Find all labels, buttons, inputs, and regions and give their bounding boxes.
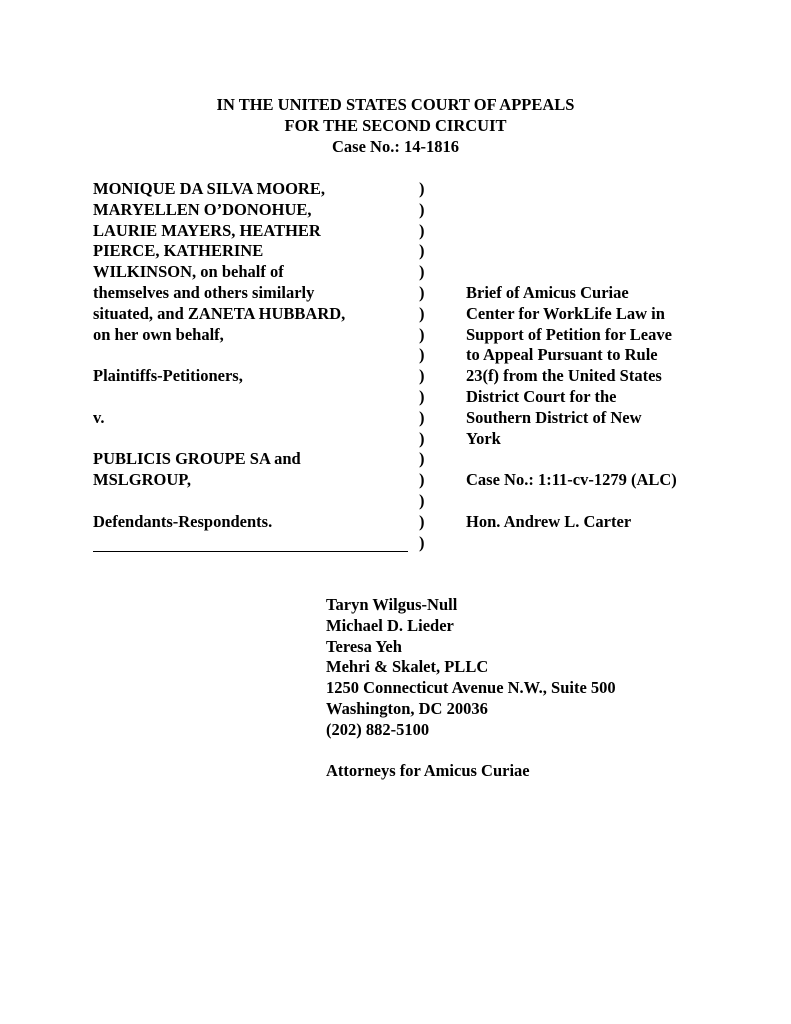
document-title-line: Support of Petition for Leave xyxy=(466,324,672,344)
plaintiffs-line: LAURIE MAYERS, HEATHER xyxy=(93,220,321,240)
firm-address-city: Washington, DC 20036 xyxy=(326,698,488,718)
caption-paren: ) xyxy=(419,490,425,510)
court-name-line-2: FOR THE SECOND CIRCUIT xyxy=(284,116,507,135)
blank-line xyxy=(326,741,726,762)
plaintiffs-line: MARYELLEN O’DONOHUE, xyxy=(93,199,312,219)
document-title-line: Center for WorkLife Law in xyxy=(466,303,665,323)
caption-paren: ) xyxy=(419,470,425,490)
blank-line xyxy=(93,429,413,450)
caption-paren: ) xyxy=(419,407,425,427)
plaintiffs-line: WILKINSON, on behalf of xyxy=(93,262,284,282)
plaintiffs-line: themselves and others similarly xyxy=(93,282,315,302)
caption-underline xyxy=(93,551,408,552)
caption-paren: ) xyxy=(419,366,425,386)
plaintiffs-line: PIERCE, KATHERINE xyxy=(93,241,264,261)
defendants-line: PUBLICIS GROUPE SA and xyxy=(93,449,301,469)
caption-paren: ) xyxy=(419,241,425,261)
blank-line xyxy=(466,449,726,470)
counsel-role: Attorneys for Amicus Curiae xyxy=(326,761,530,781)
caption-paren: ) xyxy=(419,303,425,323)
caption-parentheses xyxy=(419,179,433,553)
attorney-name: Michael D. Lieder xyxy=(326,615,454,635)
blank-line xyxy=(466,491,726,512)
plaintiffs-role: Plaintiffs-Petitioners, xyxy=(93,366,243,386)
plaintiffs-line: on her own behalf, xyxy=(93,324,224,344)
firm-phone: (202) 882-5100 xyxy=(326,719,430,739)
district-case-number: Case No.: 1:11-cv-1279 (ALC) xyxy=(466,470,677,490)
firm-address-street: 1250 Connecticut Avenue N.W., Suite 500 xyxy=(326,678,616,698)
plaintiffs-line: situated, and ZANETA HUBBARD, xyxy=(93,303,346,323)
attorney-name: Teresa Yeh xyxy=(326,636,402,656)
document-title-line: to Appeal Pursuant to Rule xyxy=(466,345,658,365)
appeal-case-number: Case No.: 14-1816 xyxy=(332,137,459,156)
document-title-line: Southern District of New xyxy=(466,407,642,427)
document-title-line: 23(f) from the United States xyxy=(466,366,662,386)
caption-paren: ) xyxy=(419,428,425,448)
document-title-line: York xyxy=(466,428,501,448)
blank-line xyxy=(93,345,413,366)
caption-paren: ) xyxy=(419,282,425,302)
caption-paren: ) xyxy=(419,532,425,552)
defendants-line: MSLGROUP, xyxy=(93,470,191,490)
blank-line xyxy=(93,491,413,512)
attorney-name: Taryn Wilgus-Null xyxy=(326,595,458,614)
plaintiffs-line: MONIQUE DA SILVA MOORE, xyxy=(93,179,325,198)
caption-paren: ) xyxy=(419,220,425,240)
document-title-line: Brief of Amicus Curiae xyxy=(466,283,629,302)
party-caption xyxy=(93,179,413,533)
caption-paren: ) xyxy=(419,449,425,469)
versus-label: v. xyxy=(93,407,105,427)
court-name-line-1: IN THE UNITED STATES COURT OF APPEALS xyxy=(216,95,575,114)
caption-paren: ) xyxy=(419,199,425,219)
caption-paren: ) xyxy=(419,345,425,365)
caption-paren: ) xyxy=(419,511,425,531)
document-title-block xyxy=(466,283,726,533)
law-firm-name: Mehri & Skalet, PLLC xyxy=(326,657,489,677)
caption-paren: ) xyxy=(419,179,425,198)
blank-line xyxy=(93,387,413,408)
caption-paren: ) xyxy=(419,386,425,406)
document-title-line: District Court for the xyxy=(466,386,617,406)
caption-paren: ) xyxy=(419,324,425,344)
counsel-block xyxy=(326,595,726,782)
defendants-role: Defendants-Respondents. xyxy=(93,511,273,531)
judge-name: Hon. Andrew L. Carter xyxy=(466,511,632,531)
court-heading xyxy=(0,94,791,157)
caption-paren: ) xyxy=(419,262,425,282)
